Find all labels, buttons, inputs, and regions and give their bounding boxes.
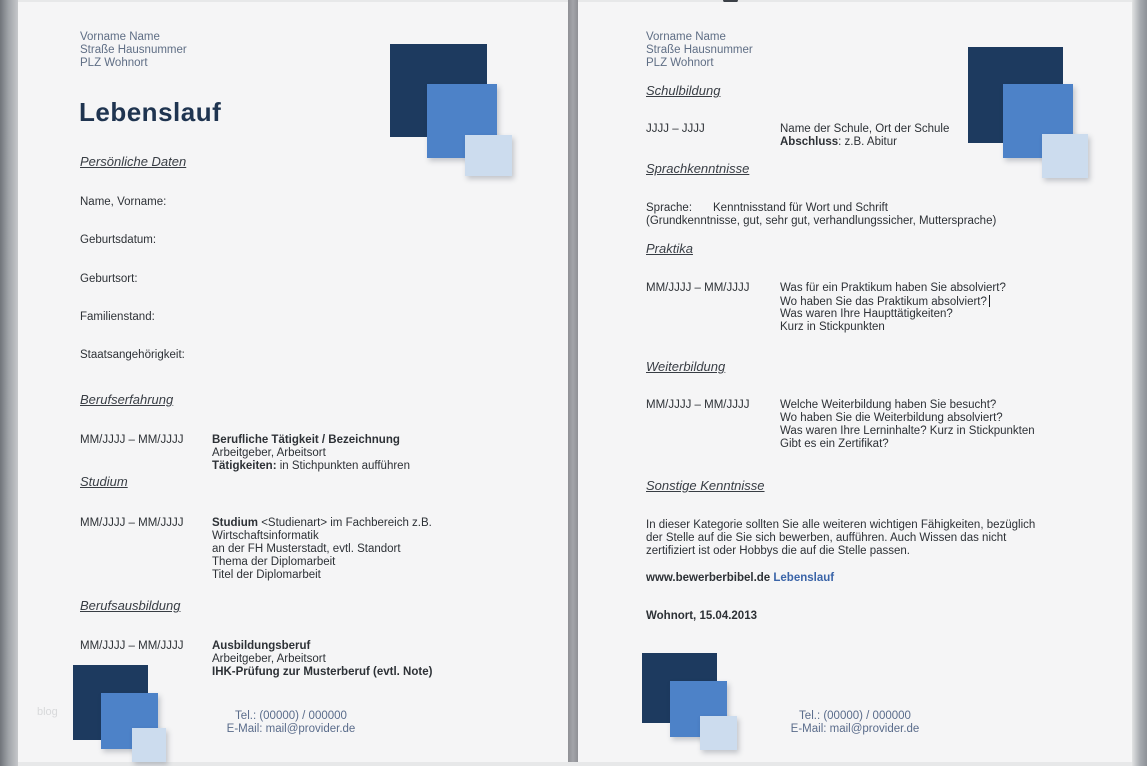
website-link[interactable]: Lebenslauf (773, 572, 835, 584)
entry-period: MM/JJJJ – MM/JJJJ (646, 399, 750, 411)
page-1 (18, 2, 568, 762)
entry-line: Was waren Ihre Lerninhalte? Kurz in Stickpunkten (780, 425, 1035, 437)
other-skills-text: In dieser Kategorie sollten Sie alle weiteren wichtigen Fähigkeiten, bezüglich der Stelle auf die Sie sich bewerben, aufführen. Auch Wissen das nicht zertifiziert ist oder Hobbys die auf die Stelle passen. (646, 519, 1036, 558)
entry-line: Tätigkeiten: in Stichpunkten aufführen (212, 460, 410, 472)
page-gap-divider (568, 0, 578, 762)
decor-square-light (465, 135, 512, 176)
section-heading-languages: Sprachkenntnisse (646, 161, 750, 176)
field-label: Geburtsdatum: (80, 234, 157, 246)
field-label: Geburtsort: (80, 273, 138, 285)
signature-line: Wohnort, 15.04.2013 (646, 610, 757, 622)
address-line: PLZ Wohnort (80, 57, 148, 69)
entry-line: Was für ein Praktikum haben Sie absolviert? (780, 282, 1006, 294)
entry-line: Gibt es ein Zertifikat? (780, 438, 889, 450)
decor-square-light (1042, 134, 1088, 178)
entry-line: an der FH Musterstadt, evtl. Standort (212, 543, 401, 555)
address-line: Vorname Name (646, 31, 726, 43)
text-cursor (989, 295, 991, 307)
entry-line: Berufliche Tätigkeit / Bezeichnung (212, 434, 400, 446)
entry-line: Thema der Diplomarbeit (212, 556, 336, 568)
entry-line: Arbeitgeber, Arbeitsort (212, 447, 326, 459)
watermark: blog (37, 706, 58, 718)
entry-period: MM/JJJJ – MM/JJJJ (646, 282, 750, 294)
contact-block (141, 710, 441, 736)
contact-block (705, 710, 1005, 736)
address-line: Straße Hausnummer (646, 44, 753, 56)
entry-line: Titel der Diplomarbeit (212, 569, 321, 581)
page-2 (578, 2, 1132, 762)
languages-line: Sprache: Kenntnisstand für Wort und Schrift (646, 202, 888, 214)
entry-period: JJJJ – JJJJ (646, 123, 705, 135)
contact-tel: Tel.: (00000) / 000000 (235, 710, 347, 722)
section-heading-other: Sonstige Kenntnisse (646, 478, 765, 493)
entry-line: Welche Weiterbildung haben Sie besucht? (780, 399, 997, 411)
address-line: Straße Hausnummer (80, 44, 187, 56)
entry-line: Was waren Ihre Haupttätigkeiten? (780, 308, 953, 320)
entry-line: Ausbildungsberuf (212, 640, 311, 652)
section-heading-school: Schulbildung (646, 83, 721, 98)
field-label: Staatsangehörigkeit: (80, 349, 185, 361)
section-heading-personal: Persönliche Daten (80, 154, 187, 169)
entry-line: IHK-Prüfung zur Musterberuf (evtl. Note) (212, 666, 433, 678)
contact-email: E-Mail: mail@provider.de (790, 723, 920, 735)
contact-tel: Tel.: (00000) / 000000 (799, 710, 911, 722)
entry-line: Wirtschaftsinformatik (212, 530, 319, 542)
address-line: PLZ Wohnort (646, 57, 714, 69)
section-heading-experience: Berufserfahrung (80, 392, 174, 407)
section-heading-internships: Praktika (646, 241, 693, 256)
section-heading-training: Weiterbildung (646, 359, 726, 374)
entry-period: MM/JJJJ – MM/JJJJ (80, 517, 184, 529)
field-label: Familienstand: (80, 311, 155, 323)
entry-line: Wo haben Sie das Praktikum absolviert? (780, 295, 990, 309)
entry-line: Arbeitgeber, Arbeitsort (212, 653, 326, 665)
page-edge-right (1132, 0, 1147, 766)
entry-line: Wo haben Sie die Weiterbildung absolviert? (780, 412, 1003, 424)
entry-line: Name der Schule, Ort der Schule (780, 123, 950, 135)
page-title: Lebenslauf (79, 97, 222, 127)
section-heading-apprenticeship: Berufsausbildung (80, 598, 181, 613)
languages-line: (Grundkenntnisse, gut, sehr gut, verhandlungssicher, Muttersprache) (646, 215, 997, 227)
section-heading-studies: Studium (80, 474, 128, 489)
entry-period: MM/JJJJ – MM/JJJJ (80, 434, 184, 446)
page-edge-left (0, 0, 18, 766)
entry-line: Studium <Studienart> im Fachbereich z.B. (212, 517, 432, 529)
contact-email: E-Mail: mail@provider.de (226, 723, 356, 735)
website-line: www.bewerberbibel.de Lebenslauf (646, 572, 835, 584)
entry-period: MM/JJJJ – MM/JJJJ (80, 640, 184, 652)
entry-line: Kurz in Stickpunkten (780, 321, 885, 333)
address-line: Vorname Name (80, 31, 160, 43)
field-label: Name, Vorname: (80, 196, 167, 208)
entry-line: Abschluss: z.B. Abitur (780, 136, 897, 148)
